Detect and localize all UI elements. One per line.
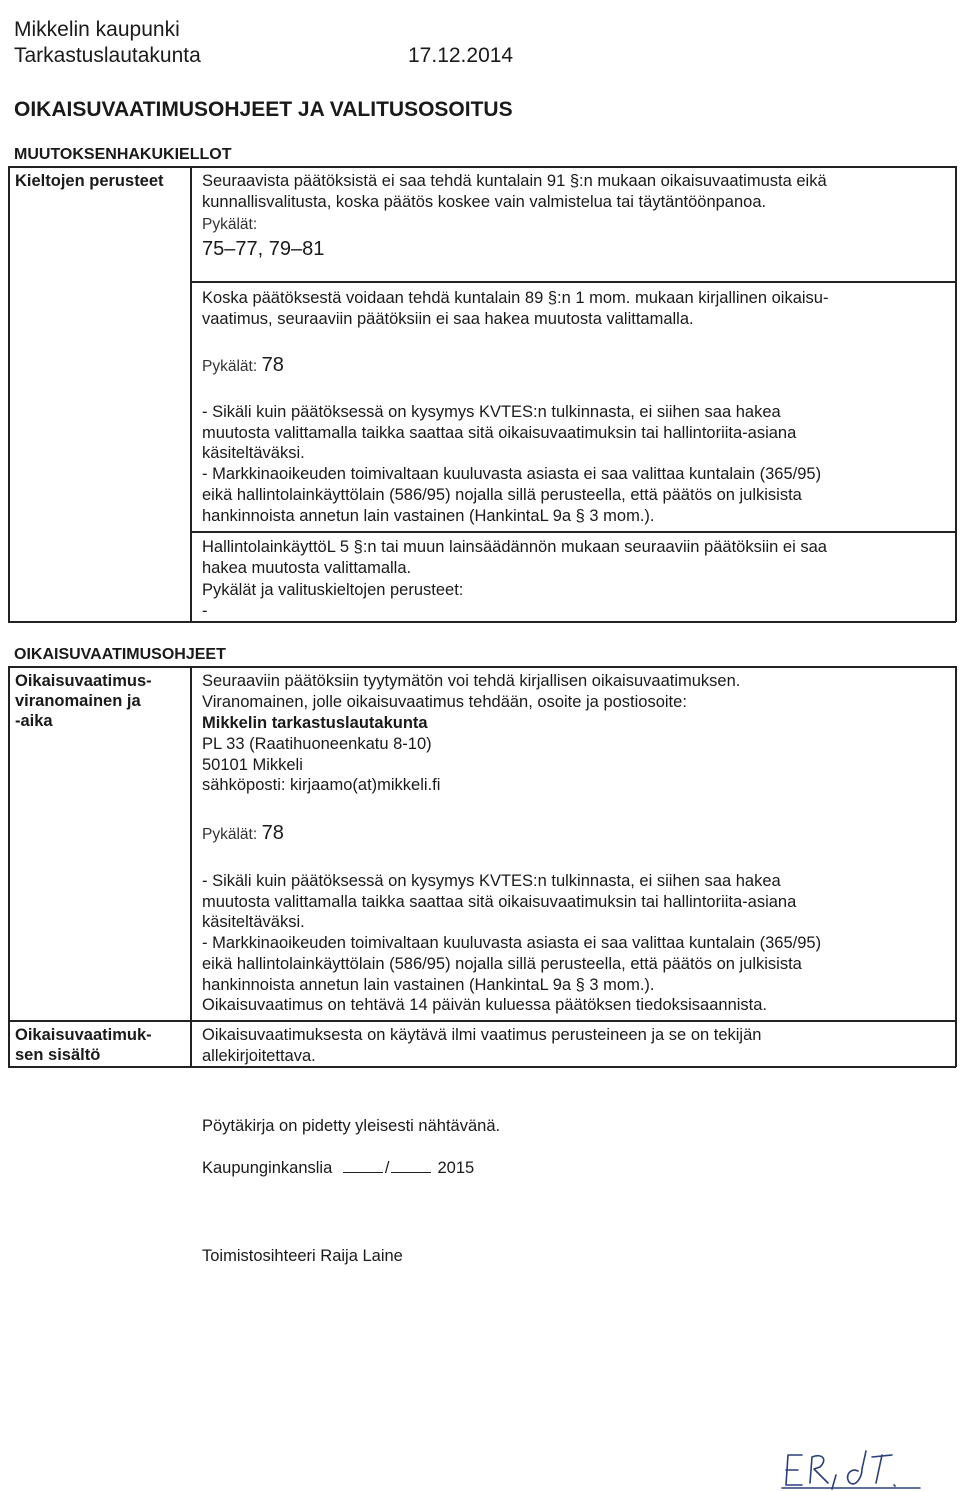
pykalat-label-claim: Pykälät: [202, 826, 258, 843]
ban-text-preparation: Seuraavista päätöksistä ei saa tehdä kuntalain 91 §:n mukaan oikaisuvaatimusta eikä kunnallisvalitusta, koska päätös koskee vain valmistelua tai täytäntöönpanoa. [202, 172, 827, 211]
pykalat-label-2: Pykälät: [202, 358, 258, 375]
month-blank [391, 1172, 431, 1173]
pykalat-label-3: Pykälät ja valituskieltojen perusteet: [202, 581, 464, 599]
ban-text-claim: Koska päätöksestä voidaan tehdä kuntalain 89 §:n 1 mom. mukaan kirjallinen oikaisu- vaatimus, seuraaviin päätöksiin ei saa hakea muutosta valittamalla. [202, 289, 829, 328]
board-name: Tarkastuslautakunta [14, 44, 201, 67]
office-line [202, 1158, 474, 1178]
document-date: 17.12.2014 [408, 44, 514, 67]
ban-text-admin-law: HallintolainkäyttöL 5 §:n tai muun lainsäädännön mukaan seuraaviin päätöksiin ei saa hakea muutosta valittamalla. [202, 538, 827, 577]
label-ban-grounds: Kieltojen perusteet [15, 172, 164, 190]
claim-intro: Seuraaviin päätöksiin tyytymätön voi tehdä kirjallisen oikaisuvaatimuksen. [202, 672, 741, 690]
authority-address: PL 33 (Raatihuoneenkatu 8-10) 50101 Mikkeli sähköposti: kirjaamo(at)mikkeli.fi [202, 735, 441, 795]
ban-notes: - Sikäli kuin päätöksessä on kysymys KVTES:n tulkinnasta, ei siihen saa hakea muutosta valittamalla taikka saattaa sitä oikaisuvaatimuksin tai hallintoriita-asiana käsiteltäväksi. - Markkinaoikeuden toimivaltaan kuuluvasta asiasta ei saa valittaa kuntalain (365/95) eikä hallintolainkäyttölain (586/95) nojalla sillä perusteella, että päätös on julkisista hankinnoista annetun lain vastainen (HankintaL 9a § 3 mom.). [202, 403, 822, 525]
claim-content-text: Oikaisuvaatimuksesta on käytävä ilmi vaatimus perusteineen ja se on tekijän allekirjoitettava. [202, 1026, 762, 1065]
authority-name: Mikkelin tarkastuslautakunta [202, 714, 428, 732]
document-title: OIKAISUVAATIMUSOHJEET JA VALITUSOSOITUS [14, 98, 513, 121]
pykalat-row-2 [202, 354, 284, 377]
office-year: 2015 [437, 1159, 475, 1177]
pykalat-value-claim: 78 [261, 822, 284, 844]
office-slash: / [384, 1159, 390, 1177]
section-heading-claim-instructions: OIKAISUVAATIMUSOHJEET [14, 646, 226, 663]
office-label: Kaupunginkanslia [202, 1159, 333, 1177]
pykalat-value-3: - [202, 602, 208, 620]
label-claim-authority-time: Oikaisuvaatimus- viranomainen ja -aika [15, 672, 152, 730]
day-blank [343, 1172, 383, 1173]
pykalat-row-claim [202, 822, 284, 845]
claim-notes: - Sikäli kuin päätöksessä on kysymys KVTES:n tulkinnasta, ei siihen saa hakea muutosta valittamalla taikka saattaa sitä oikaisuvaatimuksin tai hallintoriita-asiana käsiteltäväksi. - Markkinaoikeuden toimivaltaan kuuluvasta asiasta ei saa valittaa kuntalain (365/95) eikä hallintolainkäyttölain (586/95) nojalla sillä perusteella, että päätös on julkisista hankinnoista annetun lain vastainen (HankintaL 9a § 3 mom.). Oikaisuvaatimus on tehtävä 14 päivän kuluessa päätöksen tiedoksisaannista. [202, 872, 822, 1015]
pykalat-value-2: 78 [261, 354, 284, 376]
label-claim-content: Oikaisuvaatimuk- sen sisältö [15, 1026, 152, 1064]
authority-intro: Viranomainen, jolle oikaisuvaatimus tehdään, osoite ja postiosoite: [202, 693, 687, 711]
secretary-name: Toimistosihteeri Raija Laine [202, 1247, 403, 1265]
section-heading-appeal-bans: MUUTOKSENHAKUKIELLOT [14, 146, 232, 163]
pykalat-value-1: 75–77, 79–81 [202, 238, 325, 260]
handwritten-initials [780, 1445, 930, 1490]
pykalat-label-1: Pykälät: [202, 216, 258, 233]
public-note: Pöytäkirja on pidetty yleisesti nähtävänä. [202, 1117, 501, 1135]
city-name: Mikkelin kaupunki [14, 18, 180, 41]
